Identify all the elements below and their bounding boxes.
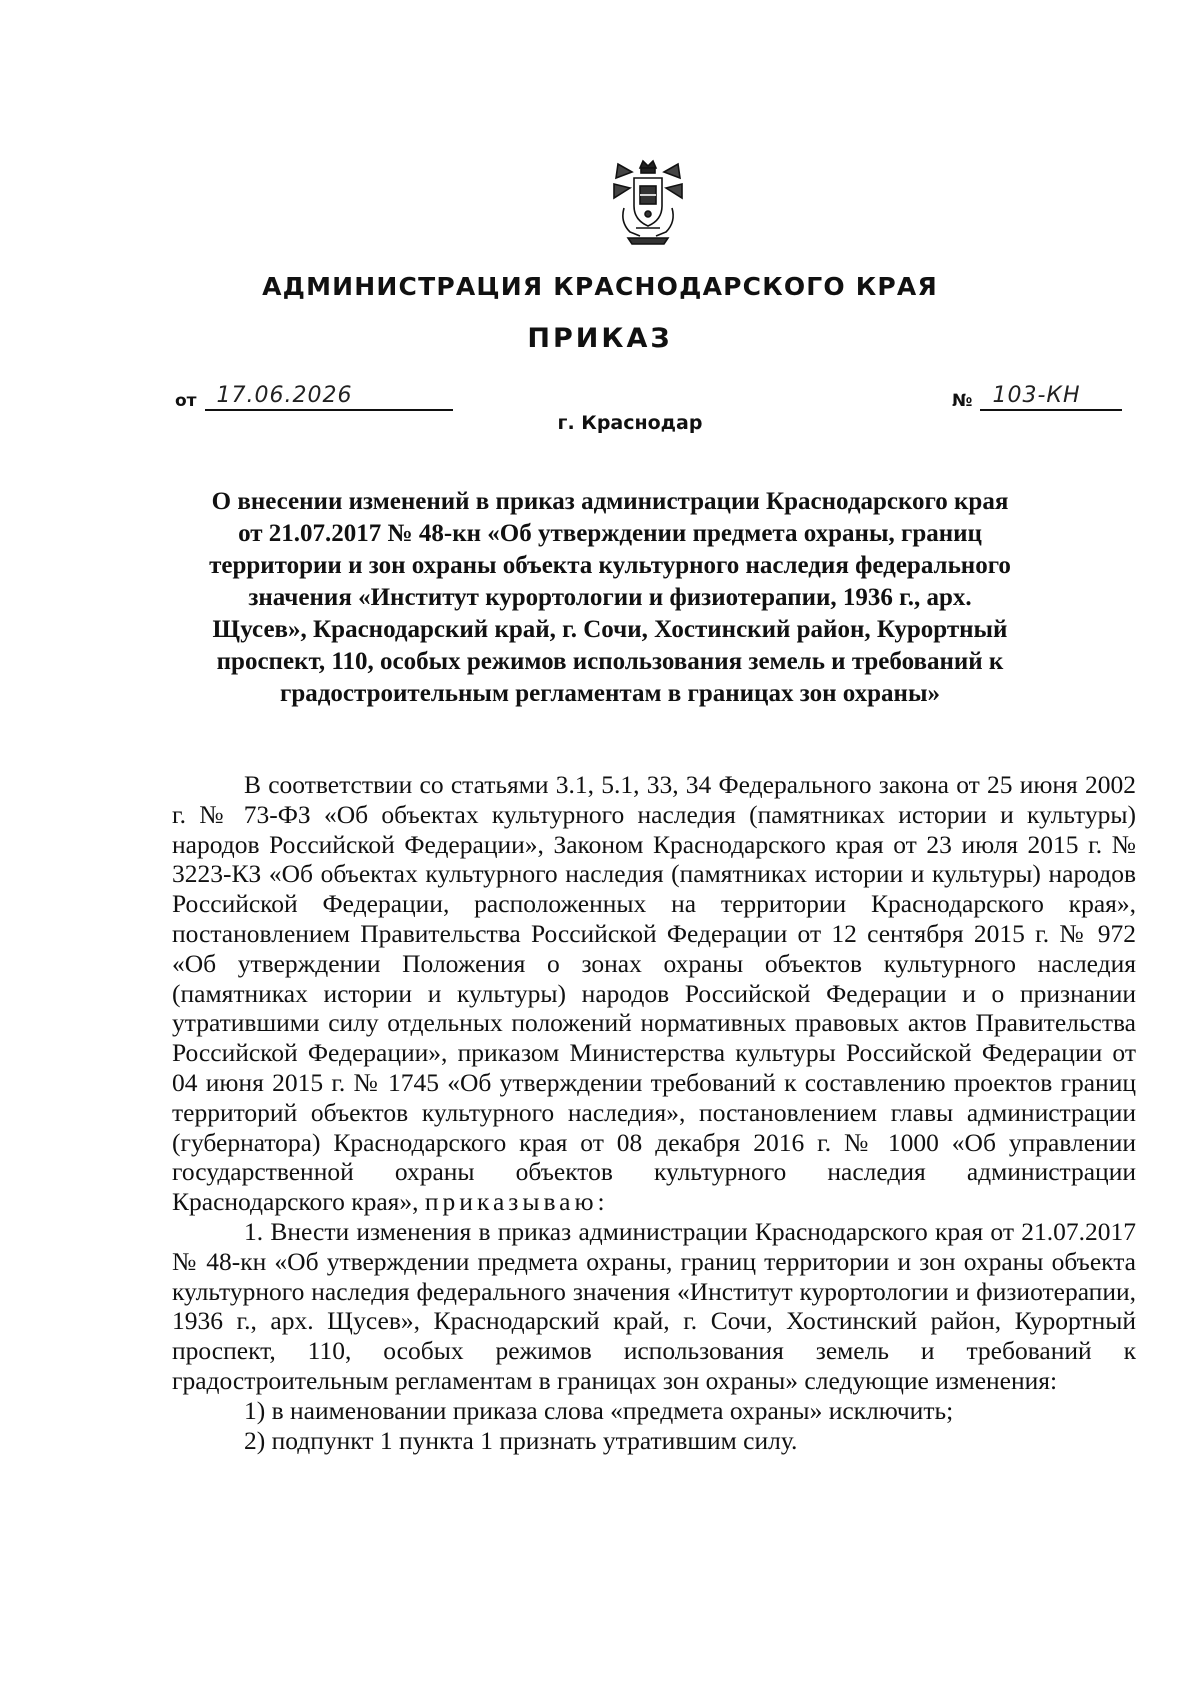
subitem-2-paragraph: 2) подпункт 1 пункта 1 признать утратившим силу.	[244, 1425, 798, 1455]
number-underline	[980, 383, 1122, 411]
number-prefix: №	[952, 391, 973, 411]
document-body	[172, 770, 1136, 1455]
date-prefix: от	[175, 391, 197, 411]
coat-of-arms-icon	[610, 158, 686, 248]
date-field	[175, 383, 453, 411]
document-title: О внесении изменений в приказ администрации Краснодарского края от 21.07.2017 № 48-кн «Об утверждении предмета охраны, границ территории и зон охраны объекта культурного наследия федерального значения «Институт курортологии и физиотерапии, 1936 г., арх. Щусев», Краснодарский край, г. Сочи, Хостинский район, Курортный проспект, 110, особых режимов использования земель и требований к градостроительным регламентам в границах зон охраны»	[209, 488, 1011, 707]
subitem-1-paragraph: 1) в наименовании приказа слова «предмета охраны» исключить;	[244, 1395, 954, 1425]
number-field	[952, 383, 1122, 411]
number-handwritten: 103-КН	[992, 383, 1081, 408]
city: г. Краснодар	[557, 412, 703, 434]
date-underline	[205, 383, 453, 411]
document-type: ПРИКАЗ	[527, 323, 673, 354]
date-handwritten: 17.06.2026	[216, 383, 353, 408]
organization-name: АДМИНИСТРАЦИЯ КРАСНОДАРСКОГО КРАЯ	[262, 272, 938, 301]
order-word: приказываю:	[424, 1187, 609, 1217]
preamble-paragraph	[172, 770, 1136, 1217]
item-1-paragraph: 1. Внести изменения в приказ администрации Краснодарского края от 21.07.2017 № 48-кн «Об утверждении предмета охраны, границ территории и зон охраны объекта культурного наследия федерального значения «Институт курортологии и физиотерапии, 1936 г., арх. Щусев», Краснодарский край, г. Сочи, Хостинский район, Курортный проспект, 110, особых режимов использования земель и требований к градостроительным регламентам в границах зон охраны» следующие изменения:	[172, 1216, 1136, 1395]
preamble-text: В соответствии со статьями 3.1, 5.1, 33, 34 Федерального закона от 25 июня 2002 г. № 73-ФЗ «Об объектах культурного наследия (памятниках истории и культуры) народов Российской Федерации», Законом Краснодарского края от 23 июля 2015 г. № 3223-КЗ «Об объектах культурного наследия (памятниках истории и культуры) народов Российской Федерации, расположенных на территории Краснодарского края», постановлением Правительства Российской Федерации от 12 сентября 2015 г. № 972 «Об утверждении Положения о зонах охраны объектов культурного наследия (памятниках истории и культуры) народов Российской Федерации и о признании утратившими силу отдельных положений нормативных правовых актов Правительства Российской Федерации», приказом Министерства культуры Российской Федерации от 04 июня 2015 г. № 1745 «Об утверждении требований к составлению проектов границ территорий объектов культурного наследия», постановлением главы администрации (губернатора) Краснодарского края от 08 декабря 2016 г. № 1000 «Об управлении государственной охраны объектов культурного наследия администрации Краснодарского края»,	[172, 770, 1136, 1217]
